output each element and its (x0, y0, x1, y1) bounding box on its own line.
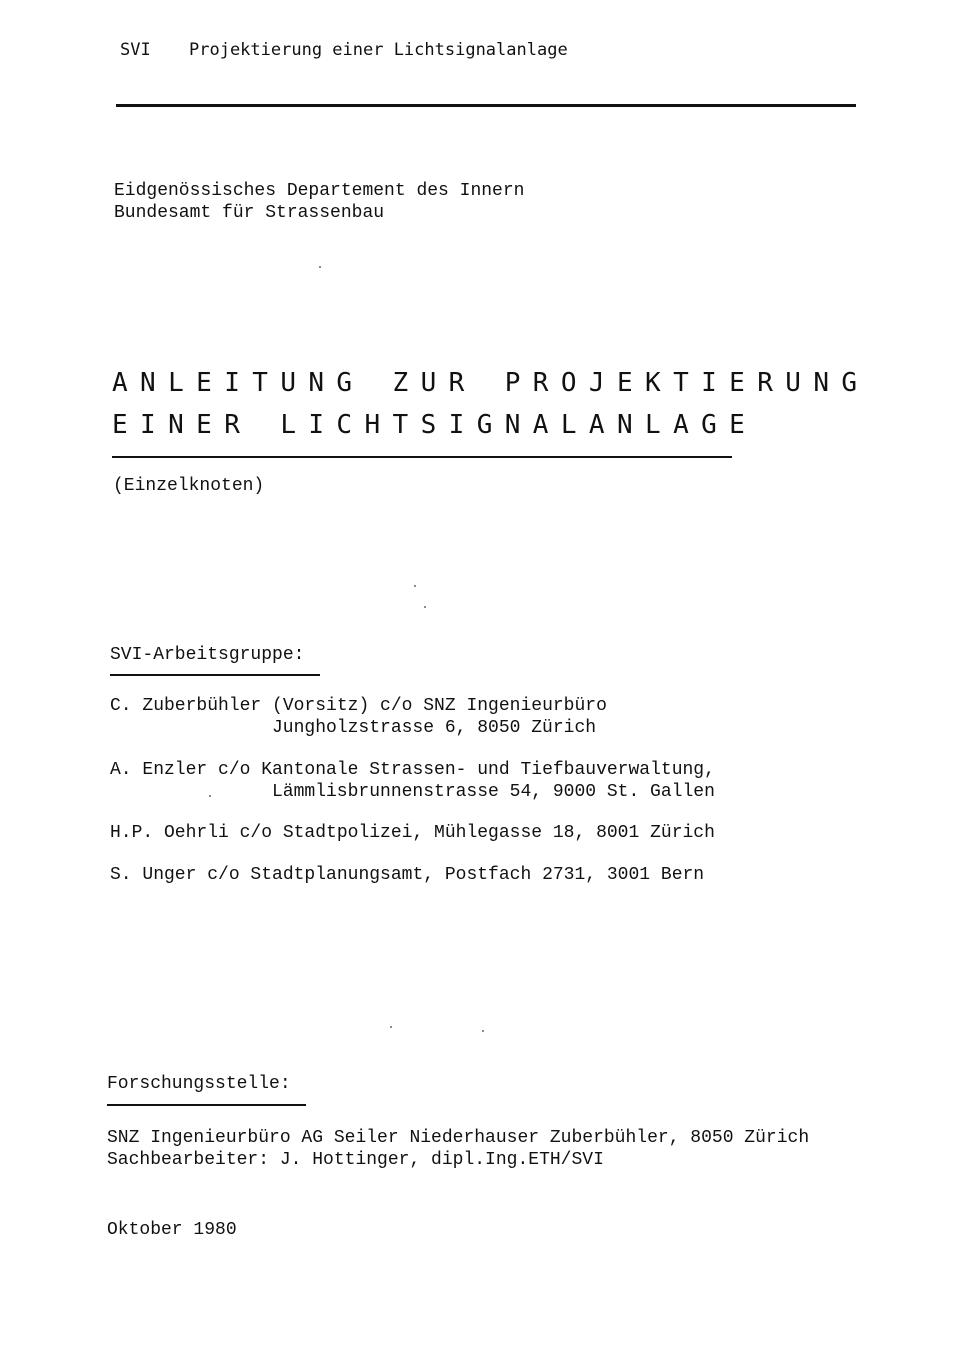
header-rule (116, 104, 856, 107)
scan-speck (390, 1026, 392, 1028)
scan-speck (209, 795, 211, 797)
research-office-heading: Forschungsstelle: (107, 1074, 291, 1094)
member-zuberbuehler-line-1: C. Zuberbühler (Vorsitz) c/o SNZ Ingenieurbüro (110, 696, 607, 716)
scan-speck (482, 1030, 484, 1032)
scan-speck (424, 606, 426, 608)
scan-speck (414, 585, 416, 587)
member-unger: S. Unger c/o Stadtplanungsamt, Postfach 2731, 3001 Bern (110, 865, 705, 885)
member-oehrli: H.P. Oehrli c/o Stadtpolizei, Mühlegasse 18, 8001 Zürich (110, 823, 715, 843)
working-group-underline (110, 674, 320, 676)
header-code: SVI (120, 40, 151, 60)
working-group-heading: SVI-Arbeitsgruppe: (110, 645, 305, 665)
document-date: Oktober 1980 (107, 1220, 237, 1240)
research-office-contact: Sachbearbeiter: J. Hottinger, dipl.Ing.ETH/SVI (107, 1150, 604, 1170)
document-title-line-1: ANLEITUNG ZUR PROJEKTIERUNG (112, 368, 870, 398)
document-subtitle: (Einzelknoten) (113, 476, 265, 496)
member-zuberbuehler-line-2: Jungholzstrasse 6, 8050 Zürich (272, 718, 597, 738)
authority-office: Bundesamt für Strassenbau (114, 203, 385, 223)
research-office-firm: SNZ Ingenieurbüro AG Seiler Niederhauser Zuberbühler, 8050 Zürich (107, 1128, 810, 1148)
member-enzler-line-2: Lämmlisbrunnenstrasse 54, 9000 St. Gallen (272, 782, 715, 802)
document-title-line-2: EINER LICHTSIGNALANLAGE (112, 410, 758, 440)
member-enzler-line-1: A. Enzler c/o Kantonale Strassen- und Tiefbauverwaltung, (110, 760, 715, 780)
authority-department: Eidgenössisches Departement des Innern (114, 181, 525, 201)
title-underline (112, 456, 732, 458)
research-office-underline (107, 1104, 306, 1106)
header-title: Projektierung einer Lichtsignalanlage (189, 40, 568, 60)
scan-speck (319, 266, 321, 268)
